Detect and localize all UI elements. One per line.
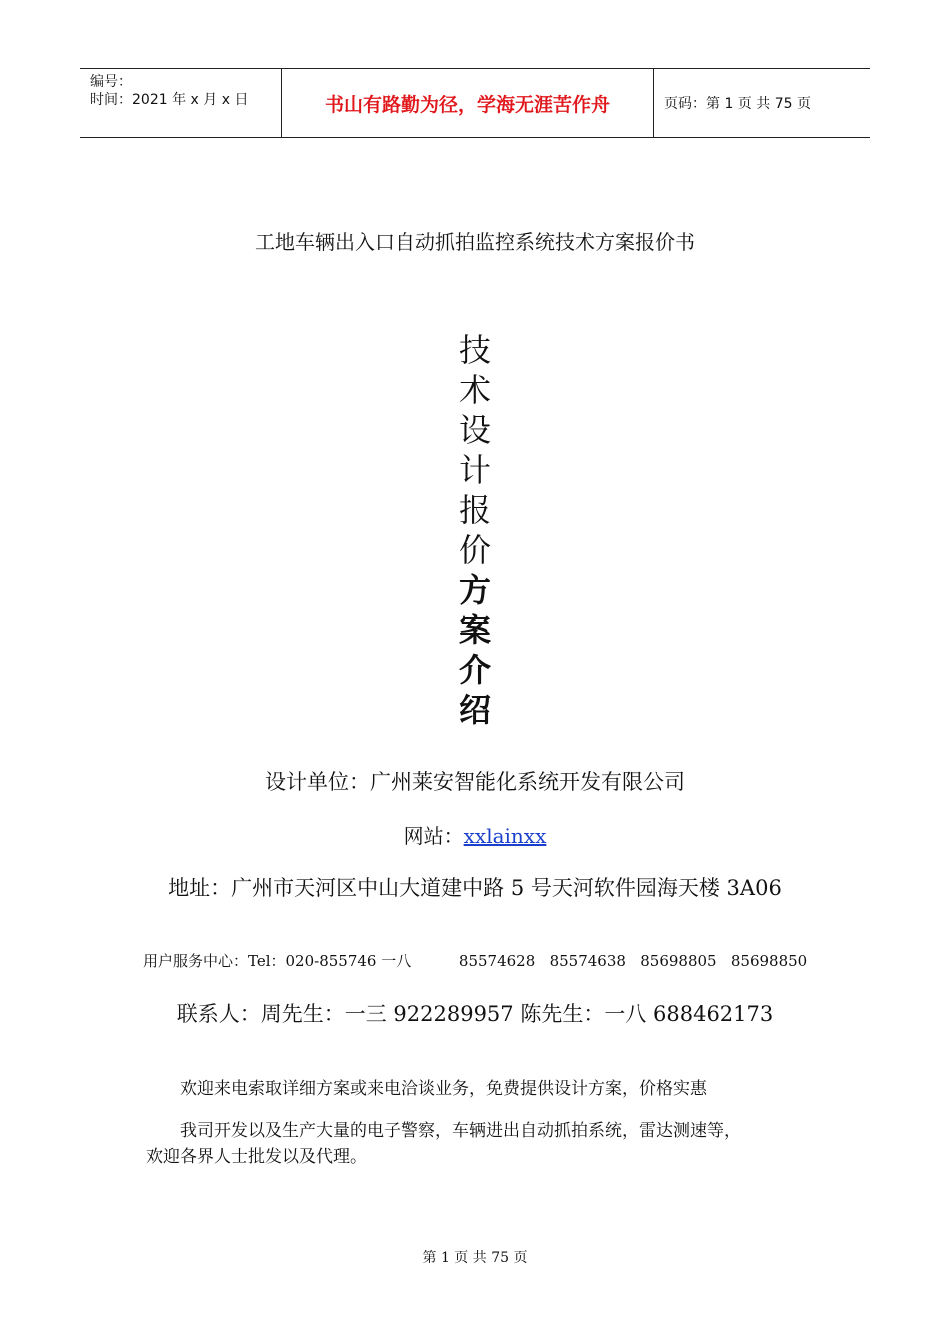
service-center-line: 用户服务中心：Tel：020-855746 一八 85574628 85574638 85698805 85698850 — [143, 952, 808, 970]
vertical-title-char: 价 — [458, 531, 491, 569]
vertical-title-char-bold: 绍 — [458, 691, 491, 729]
header-meta-cell — [80, 69, 282, 137]
header-page-info: 页码：第 1 页 共 75 页 — [664, 96, 811, 112]
document-title: 工地车辆出入口自动抓拍监控系统技术方案报价书 — [255, 230, 695, 254]
vertical-title-char: 术 — [458, 371, 491, 409]
number-label: 编号： — [90, 74, 132, 90]
page-footer: 第 1 页 共 75 页 — [422, 1250, 528, 1266]
welcome-text: 欢迎来电索取详细方案或来电洽谈业务，免费提供设计方案，价格实惠 — [180, 1079, 707, 1099]
vertical-title — [0, 330, 950, 730]
vertical-title-char-bold: 介 — [458, 651, 491, 689]
contact-line: 联系人：周先生：一三 922289957 陈先生：一八 688462173 — [176, 1002, 774, 1026]
vertical-title-char: 技 — [458, 331, 491, 369]
time-label: 时间：2021 年 x 月 x 日 — [90, 92, 249, 108]
vertical-title-char: 设 — [458, 411, 491, 449]
vertical-title-char: 计 — [458, 451, 491, 489]
website-link[interactable]: xxlainxx — [463, 824, 547, 848]
vertical-title-char-bold: 案 — [458, 611, 491, 649]
header-motto: 书山有路勤为径，学海无涯苦作舟 — [282, 69, 654, 137]
intro-paragraph — [146, 1118, 836, 1170]
header-table — [80, 68, 870, 138]
vertical-title-char: 报 — [458, 491, 491, 529]
paragraph-line: 欢迎各界人士批发以及代理。 — [146, 1147, 367, 1167]
address: 地址：广州市天河区中山大道建中路 5 号天河软件园海天楼 3A06 — [168, 876, 782, 900]
website-line — [0, 820, 950, 849]
paragraph-line: 我司开发以及生产大量的电子警察，车辆进出自动抓拍系统，雷达测速等， — [180, 1121, 741, 1141]
design-unit: 设计单位：广州莱安智能化系统开发有限公司 — [265, 770, 685, 794]
vertical-title-char-bold: 方 — [458, 571, 491, 609]
website-label: 网站： — [403, 824, 464, 848]
